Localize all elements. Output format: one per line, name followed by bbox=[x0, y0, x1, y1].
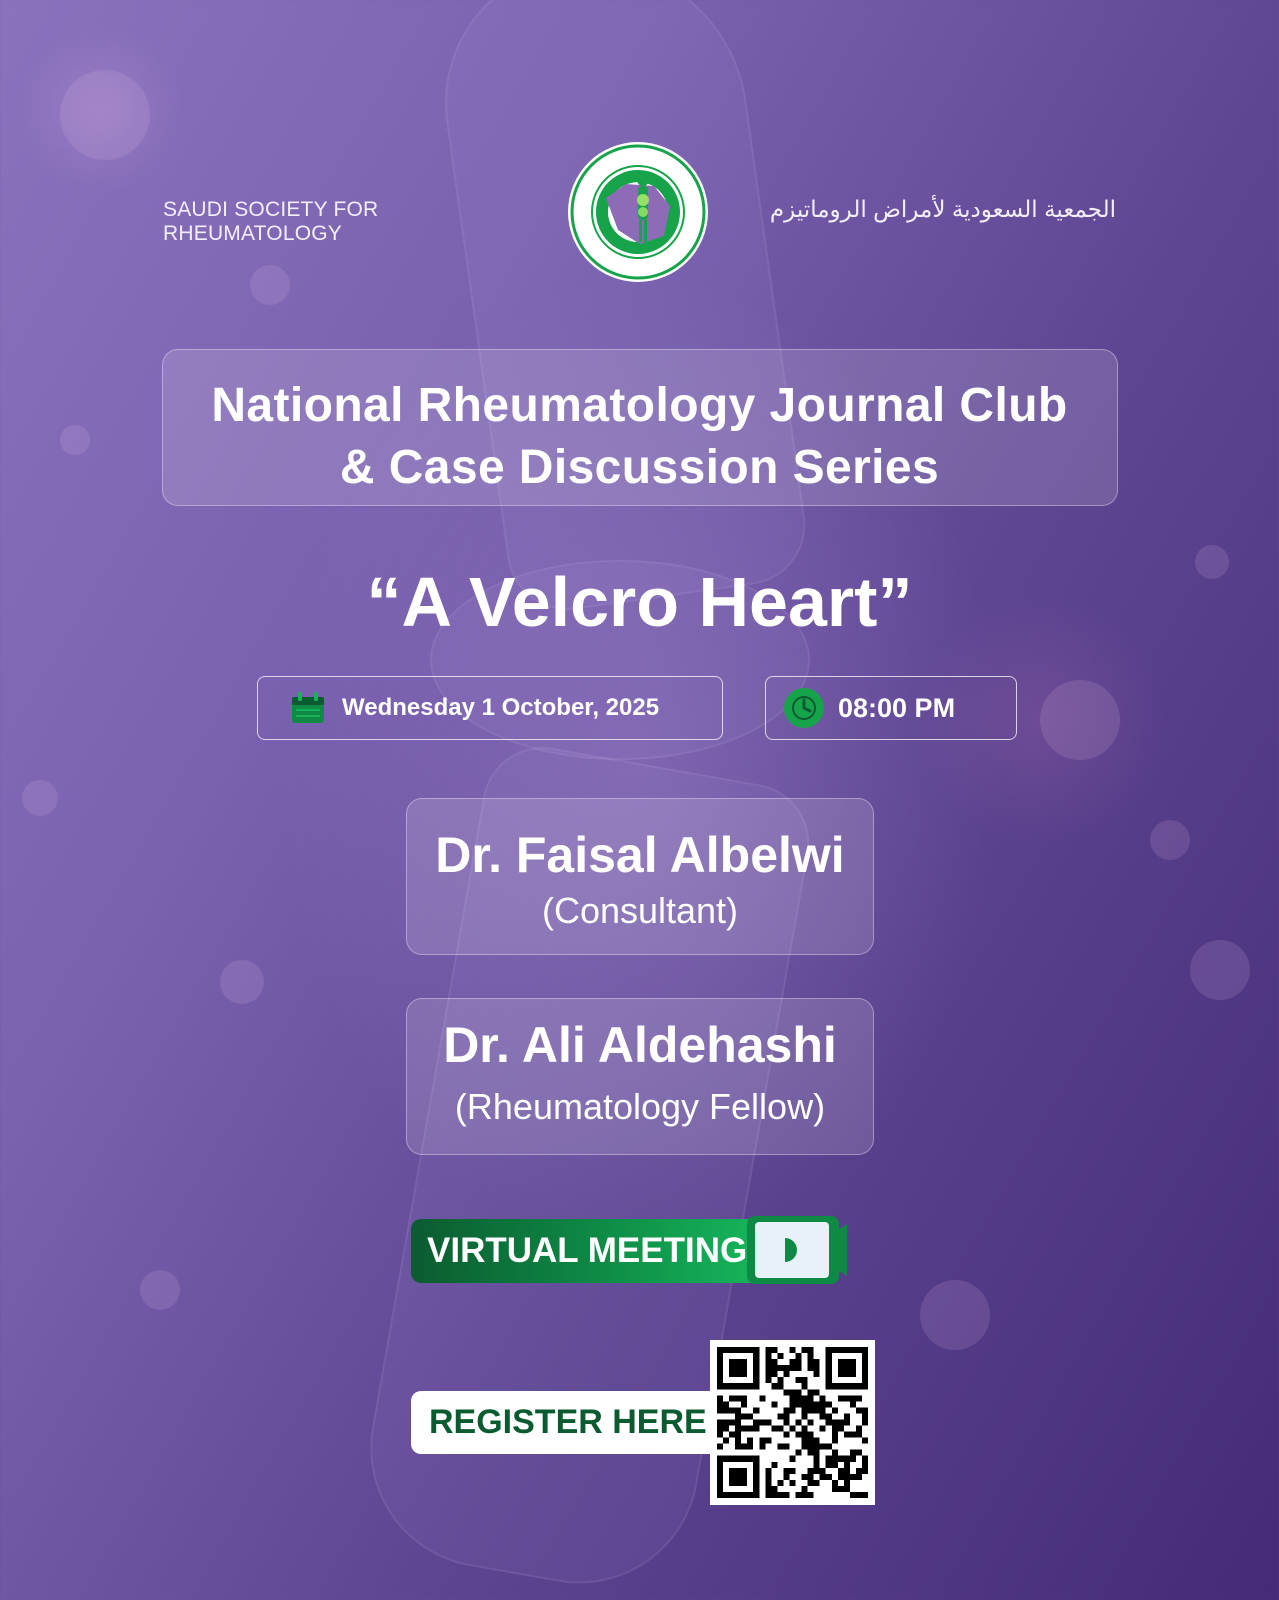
series-title-line2: & Case Discussion Series bbox=[339, 441, 940, 494]
qr-code-icon[interactable] bbox=[710, 1340, 875, 1505]
speaker-role: (Rheumatology Fellow) bbox=[454, 1086, 826, 1127]
talk-title: “A Velcro Heart” bbox=[366, 563, 913, 641]
ssr-emblem-icon bbox=[566, 140, 710, 284]
clock-icon bbox=[784, 688, 824, 728]
speaker-name: Dr. Faisal Albelwi bbox=[435, 827, 845, 883]
bokeh-light bbox=[140, 1270, 180, 1310]
bokeh-light bbox=[1040, 680, 1120, 760]
bokeh-light bbox=[60, 70, 150, 160]
org-name-english: SAUDI SOCIETY FOR RHEUMATOLOGY bbox=[163, 198, 379, 245]
femur-silhouette bbox=[427, 0, 813, 618]
bokeh-light bbox=[220, 960, 264, 1004]
org-name-arabic: الجمعية السعودية لأمراض الروماتيزم bbox=[769, 196, 1116, 222]
series-title-line1: National Rheumatology Journal Club bbox=[211, 379, 1068, 432]
register-button[interactable] bbox=[411, 1391, 711, 1454]
bokeh-light bbox=[22, 780, 58, 816]
bokeh-light bbox=[1150, 820, 1190, 860]
bokeh-light bbox=[920, 1280, 990, 1350]
bokeh-light bbox=[1190, 940, 1250, 1000]
calendar-icon bbox=[290, 691, 326, 725]
event-date: Wednesday 1 October, 2025 bbox=[342, 694, 660, 721]
video-camera-icon bbox=[745, 1214, 849, 1286]
date-badge bbox=[257, 676, 723, 740]
speaker-role: (Consultant) bbox=[541, 890, 739, 931]
time-badge bbox=[765, 676, 1017, 740]
register-label: REGISTER HERE bbox=[429, 1403, 707, 1441]
speaker-name: Dr. Ali Aldehashi bbox=[443, 1017, 837, 1073]
event-time: 08:00 PM bbox=[838, 692, 956, 723]
virtual-meeting-badge bbox=[411, 1219, 751, 1283]
virtual-meeting-label: VIRTUAL MEETING bbox=[427, 1231, 748, 1270]
bokeh-light bbox=[250, 265, 290, 305]
